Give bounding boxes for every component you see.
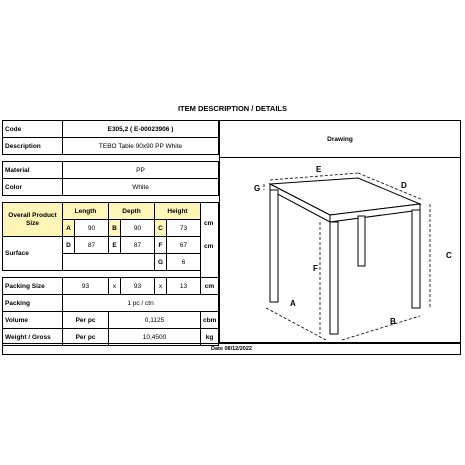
volume-row (3, 312, 219, 329)
dim-key-g: G (155, 254, 167, 271)
volume-value: 0,1125 (109, 312, 201, 329)
material-label: Material (3, 162, 63, 179)
drawing-label: Drawing (220, 121, 460, 158)
surface-row-1 (3, 237, 219, 254)
material-value: PP (63, 162, 219, 179)
dim-letter-g: G (254, 184, 261, 193)
length-header: Length (63, 203, 109, 220)
color-row (3, 179, 219, 196)
surface-unit: cm (204, 243, 214, 250)
packing-times-2: x (155, 278, 167, 295)
code-label: Code (3, 121, 63, 138)
dim-letter-e: E (316, 165, 322, 174)
dim-value-g: 6 (167, 254, 201, 271)
packing-value: 1 pc / ctn (63, 295, 219, 312)
dim-value-a: 90 (75, 220, 109, 237)
dim-key-c: C (155, 220, 167, 237)
dim-letter-a: A (290, 299, 296, 308)
dim-value-e: 87 (121, 237, 155, 254)
dim-key-b: B (109, 220, 121, 237)
table-drawing (220, 158, 460, 343)
dim-key-a: A (63, 220, 75, 237)
dim-value-f: 67 (167, 237, 201, 254)
details-table (2, 120, 219, 346)
packing-length: 93 (63, 278, 109, 295)
overall-size-label: Overall Product Size (3, 203, 63, 237)
packing-height: 13 (167, 278, 201, 295)
packing-width: 93 (121, 278, 155, 295)
depth-header: Depth (109, 203, 155, 220)
weight-value: 10,4500 (109, 329, 201, 346)
packing-row (3, 295, 219, 312)
drawing-panel (219, 120, 461, 343)
packing-size-row (3, 278, 219, 295)
volume-per: Per pc (63, 312, 109, 329)
overall-unit: cm (204, 220, 214, 227)
date-footer: Date 08/12/2022 (2, 343, 461, 355)
packing-unit: cm (201, 278, 219, 295)
dim-key-f: F (155, 237, 167, 254)
code-value: E305,2 ( E-00023906 ) (63, 121, 219, 138)
document-title: ITEM DESCRIPTION / DETAILS (177, 104, 288, 113)
overall-header-row (3, 203, 219, 220)
dim-value-b: 90 (121, 220, 155, 237)
material-row (3, 162, 219, 179)
dim-key-d: D (63, 237, 75, 254)
description-label: Description (3, 138, 63, 155)
description-value: TEBO Table 90x90 PP White (63, 138, 219, 155)
packing-times-1: x (109, 278, 121, 295)
dim-letter-d: D (401, 181, 407, 190)
dim-value-c: 73 (167, 220, 201, 237)
volume-label: Volume (3, 312, 63, 329)
dim-letter-b: B (390, 317, 396, 326)
height-header: Height (155, 203, 201, 220)
dim-key-e: E (109, 237, 121, 254)
color-label: Color (3, 179, 63, 196)
dim-letter-f: F (313, 264, 318, 273)
volume-unit: cbm (201, 312, 219, 329)
description-row (3, 138, 219, 155)
packing-label: Packing (3, 295, 63, 312)
dim-letter-c: C (446, 251, 452, 260)
weight-label: Weight / Gross (3, 329, 63, 346)
weight-per: Per pc (63, 329, 109, 346)
code-row (3, 121, 219, 138)
color-value: White (63, 179, 219, 196)
weight-unit: kg (201, 329, 219, 346)
packing-size-label: Packing Size (3, 278, 63, 295)
dim-value-d: 87 (75, 237, 109, 254)
surface-label: Surface (3, 237, 63, 271)
